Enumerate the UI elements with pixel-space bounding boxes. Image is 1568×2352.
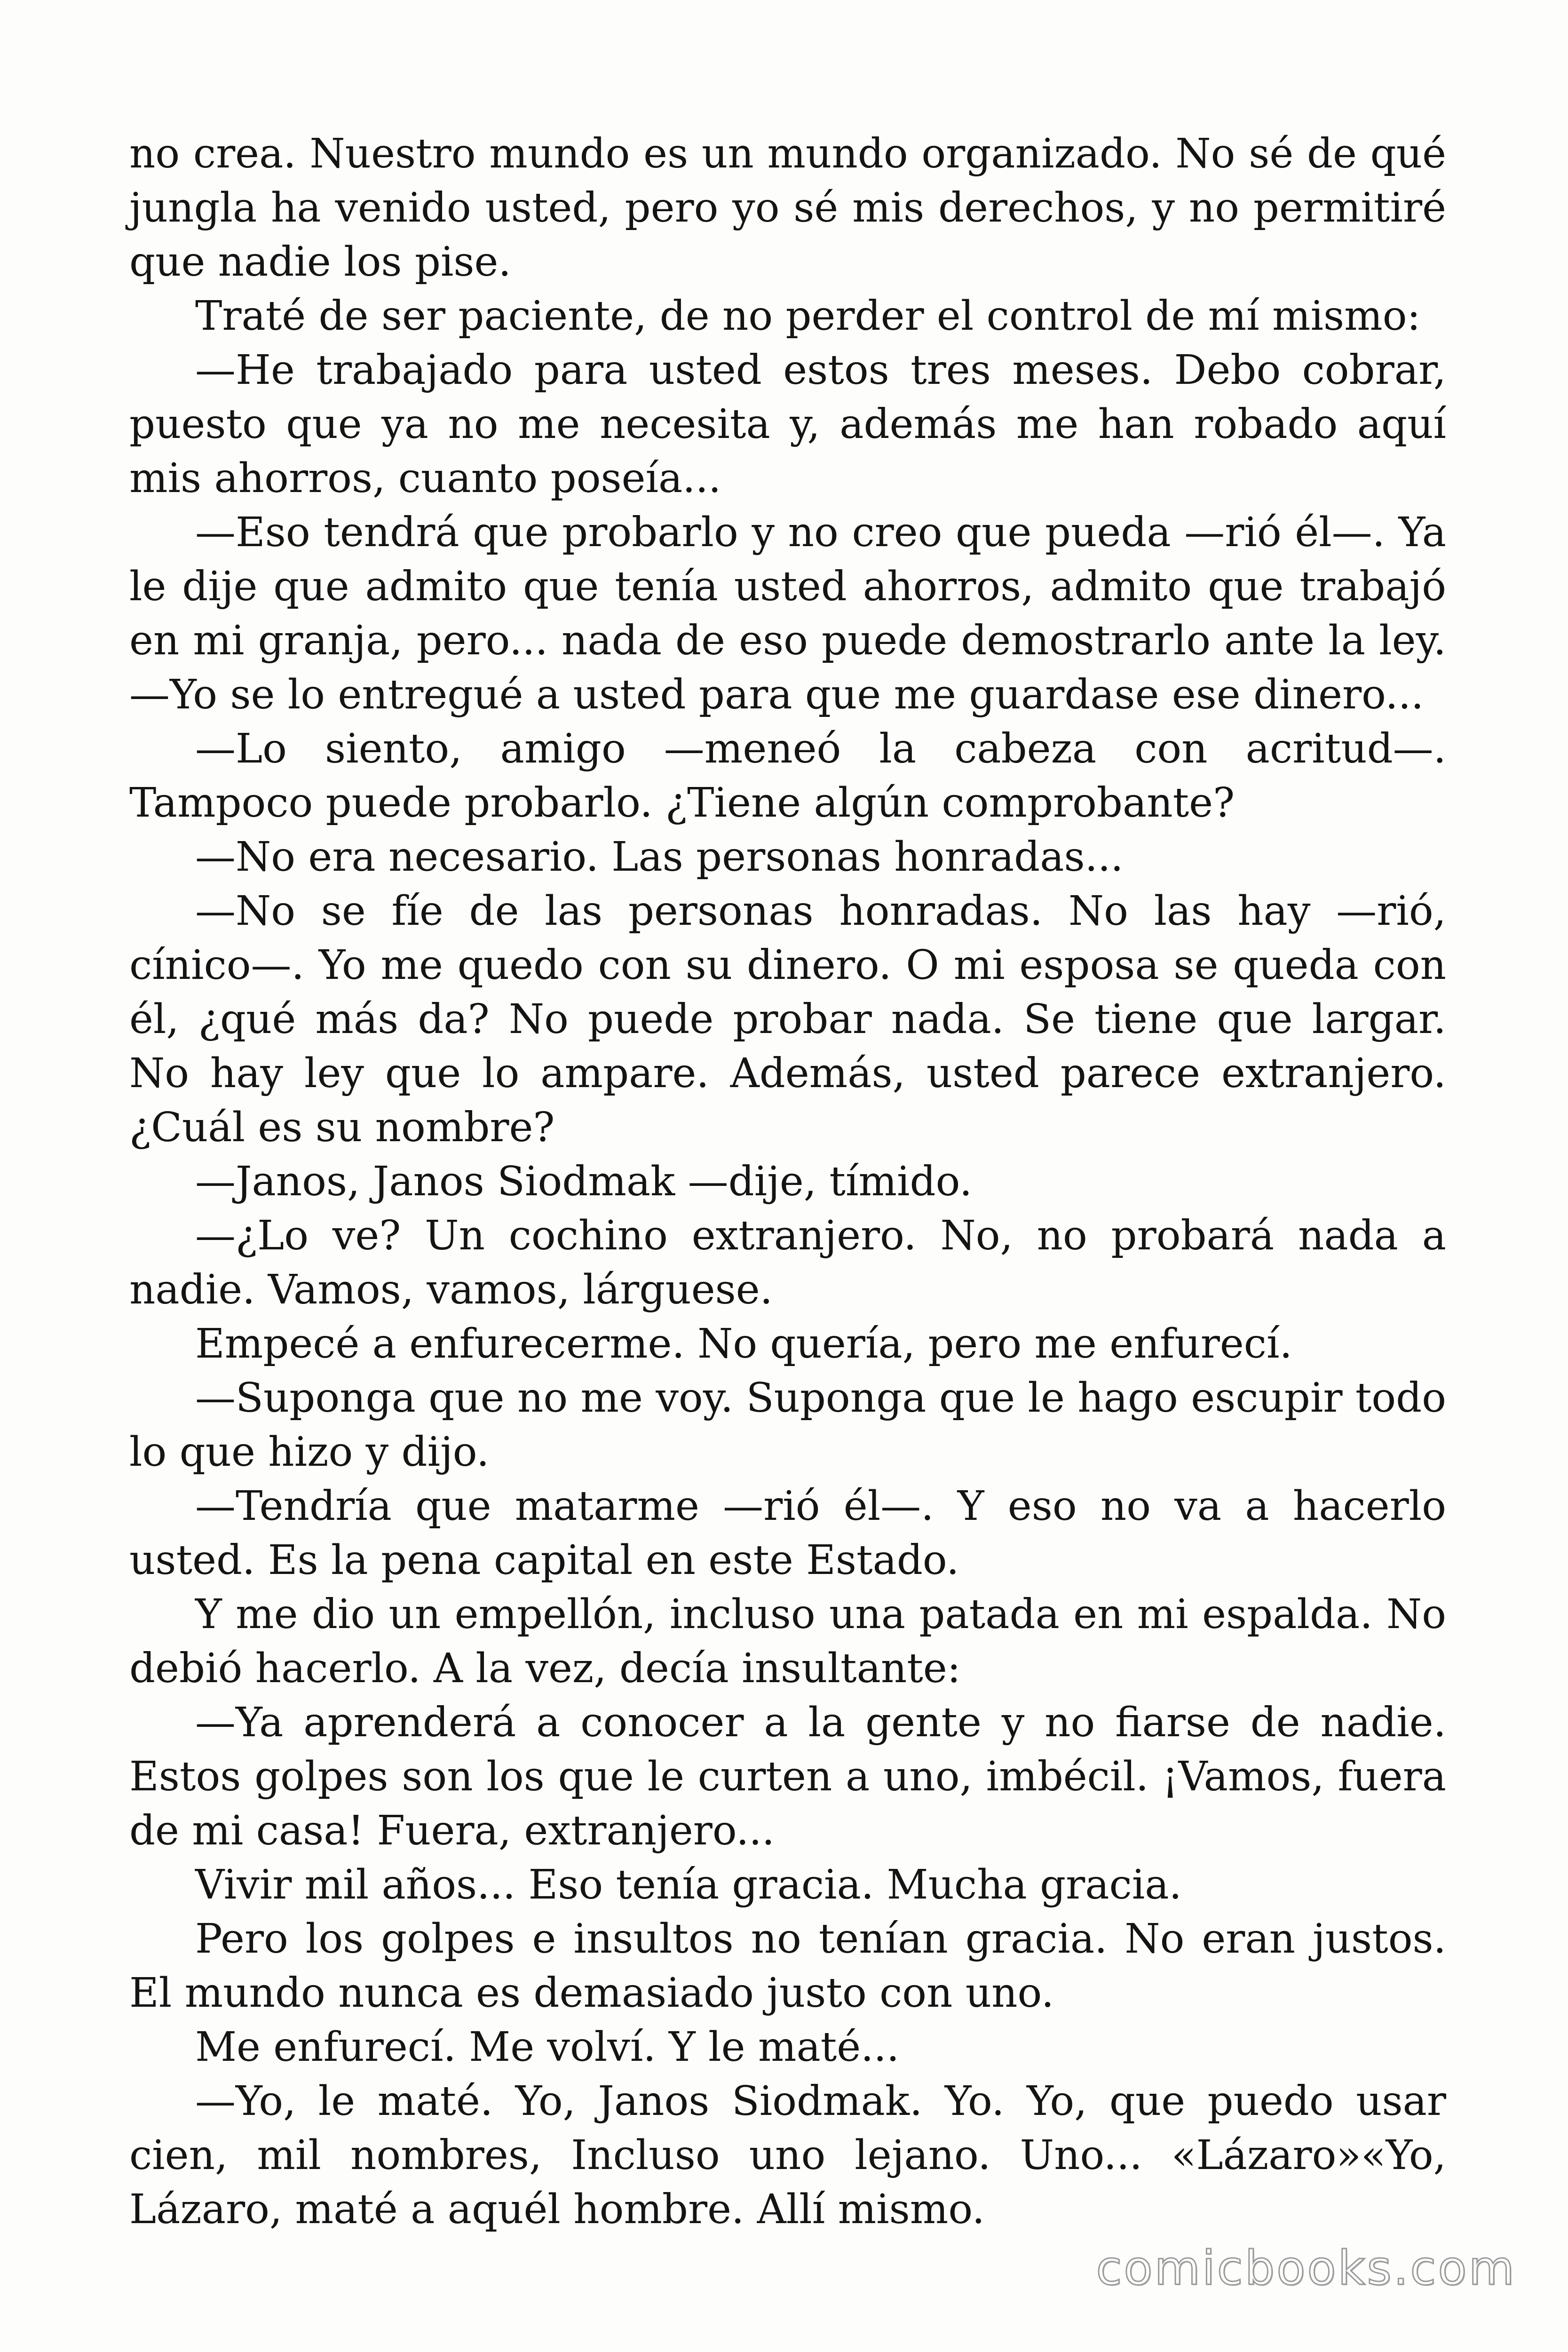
paragraph: —Suponga que no me voy. Suponga que le hago escupir todo lo que hizo y dijo. (129, 1375, 1446, 1476)
book-page-text (129, 127, 1446, 2237)
paragraph: —No se fíe de las personas honradas. No las hay —rió, cínico—. Yo me quedo con su dinero. O mi esposa se queda con él, ¿qué más da? No puede probar nada. Se tiene que largar. No hay ley que lo ampare. Además, usted parece extranjero. ¿Cuál es su nombre? (129, 888, 1446, 1151)
paragraph: Empecé a enfurecerme. No quería, pero me enfurecí. (195, 1320, 1292, 1367)
paragraph: —No era necesario. Las personas honradas... (195, 834, 1124, 881)
paragraph: —Eso tendrá que probarlo y no creo que pueda —rió él—. Ya le dije que admito que tenía usted ahorros, admito que trabajó en mi granja, pero... nada de eso puede demostrarlo ante la ley. —Yo se lo entregué a usted para que me guardase ese dinero... (129, 509, 1446, 718)
paragraph-continuation: no crea. Nuestro mundo es un mundo organizado. No sé de qué jungla ha venido usted, pero yo sé mis derechos, y no permitiré que nadie los pise. (129, 130, 1446, 286)
watermark: comicbooks.com (1096, 2241, 1516, 2296)
paragraph: Me enfurecí. Me volví. Y le maté... (195, 2024, 900, 2071)
paragraph: —Janos, Janos Siodmak —dije, tímido. (195, 1158, 973, 1205)
paragraph: Vivir mil años... Eso tenía gracia. Mucha gracia. (195, 1861, 1182, 1908)
paragraph: Traté de ser paciente, de no perder el control de mí mismo: (195, 293, 1421, 340)
paragraph: —He trabajado para usted estos tres meses. Debo cobrar, puesto que ya no me necesita y, además me han robado aquí mis ahorros, cuanto poseía... (129, 347, 1446, 502)
paragraph: —Yo, le maté. Yo, Janos Siodmak. Yo. Yo, que puedo usar cien, mil nombres, Incluso uno lejano. Uno... «Lázaro»«Yo, Lázaro, maté a aquél hombre. Allí mismo. (129, 2078, 1446, 2233)
paragraph: —¿Lo ve? Un cochino extranjero. No, no probará nada a nadie. Vamos, vamos, lárguese. (129, 1212, 1446, 1313)
paragraph: —Tendría que matarme —rió él—. Y eso no va a hacerlo usted. Es la pena capital en este Estado. (129, 1483, 1446, 1584)
paragraph: —Ya aprenderá a conocer a la gente y no fiarse de nadie. Estos golpes son los que le curten a uno, imbécil. ¡Vamos, fuera de mi casa! Fuera, extranjero... (129, 1699, 1446, 1854)
paragraph: —Lo siento, amigo —meneó la cabeza con acritud—. Tampoco puede probarlo. ¿Tiene algún comprobante? (129, 725, 1446, 826)
paragraph: Y me dio un empellón, incluso una patada en mi espalda. No debió hacerlo. A la vez, decía insultante: (129, 1591, 1446, 1692)
paragraph: Pero los golpes e insultos no tenían gracia. No eran justos. El mundo nunca es demasiado justo con uno. (129, 1915, 1446, 2017)
